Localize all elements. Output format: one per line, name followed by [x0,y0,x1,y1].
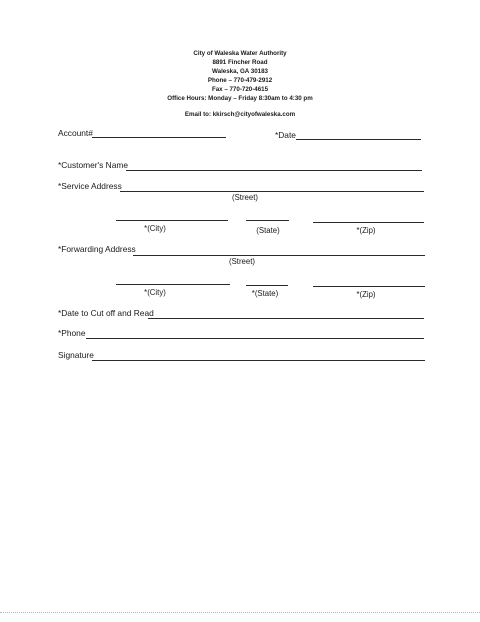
cutoff-date-field[interactable] [148,318,424,319]
forwarding-state-caption: *(State) [251,289,279,298]
account-field[interactable] [92,137,226,138]
service-zip-field[interactable] [313,222,424,223]
phone-field[interactable] [86,338,424,339]
forwarding-city-field[interactable] [116,284,230,285]
service-state-field[interactable] [246,220,289,221]
forwarding-address-label: *Forwarding Address [58,244,136,254]
signature-label: Signature [58,350,94,360]
service-street-caption: (Street) [232,193,258,202]
forwarding-zip-field[interactable] [313,286,425,287]
org-phone: Phone – 770-479-2912 [207,77,273,84]
org-name: City of Waleska Water Authority [193,50,287,57]
account-label: Account# [58,128,93,138]
customer-name-label: *Customer's Name [58,160,129,170]
service-state-caption: (State) [256,226,280,235]
forwarding-city-caption: *(City) [144,288,166,297]
org-city-state-zip: Waleska, GA 30183 [212,68,268,75]
date-label: *Date [275,130,296,140]
org-fax: Fax – 770-720-4615 [211,86,269,93]
email-line: Email to: kkirsch@cityofwaleska.com [184,111,296,118]
customer-name-field[interactable] [126,170,422,171]
page-bottom-edge [0,612,480,613]
org-address: 8891 Fincher Road [212,59,268,66]
service-city-caption: *(City) [144,224,166,233]
forwarding-state-field[interactable] [246,285,288,286]
office-hours: Office Hours: Monday – Friday 8:30am to 4:30 pm [167,95,313,102]
service-city-field[interactable] [116,220,228,221]
phone-label: *Phone [58,328,86,338]
forwarding-zip-caption: *(Zip) [356,290,376,299]
service-address-label: *Service Address [58,181,122,191]
service-zip-caption: *(Zip) [356,226,376,235]
date-field[interactable] [296,139,421,140]
forwarding-street-caption: (Street) [229,257,255,266]
signature-field[interactable] [92,360,425,361]
cutoff-date-label: *Date to Cut off and Read [58,308,154,318]
forwarding-street-field[interactable] [133,255,425,256]
service-street-field[interactable] [120,191,424,192]
